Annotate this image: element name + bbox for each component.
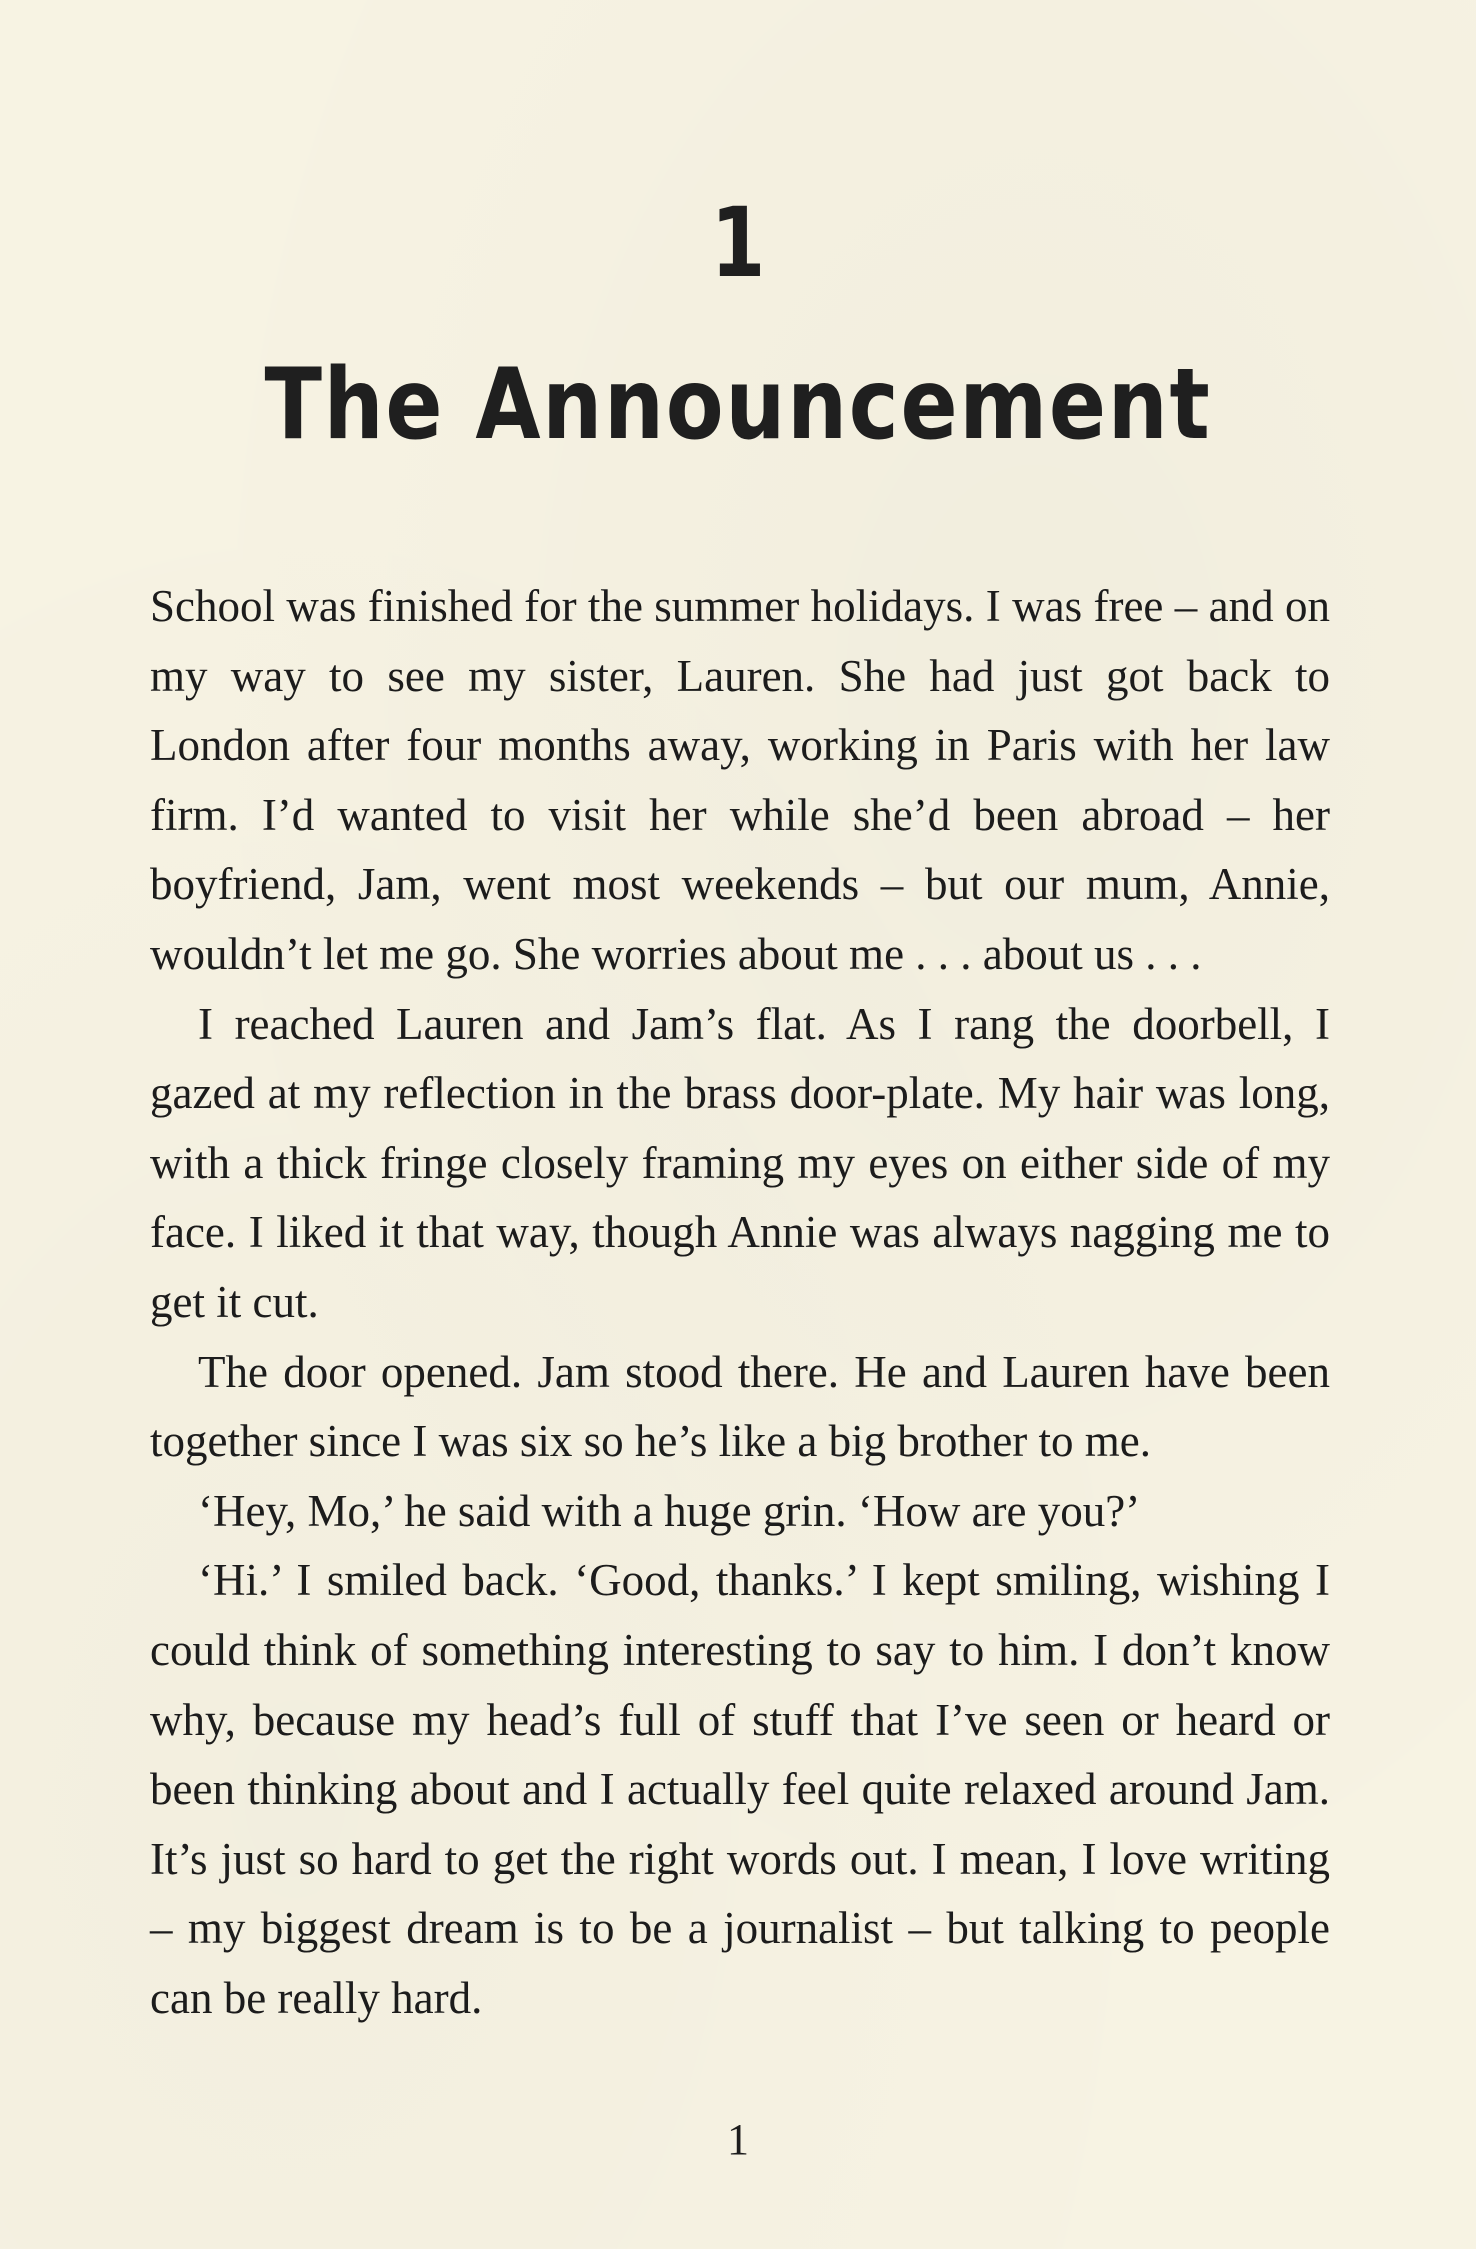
chapter-body: [150, 572, 1330, 2033]
page-number: 1: [727, 2115, 749, 2164]
paragraph: ‘Hi.’ I smiled back. ‘Good, thanks.’ I kept smiling, wishing I could think of something interesting to say to him. I don’t know why, because my head’s full of stuff that I’ve seen or heard or been thinking about and I actually feel quite relaxed around Jam. It’s just so hard to get the right words out. I mean, I love writing – my biggest dream is to be a journalist – but talking to people can be really hard.: [150, 1555, 1330, 2023]
paragraph: I reached Lauren and Jam’s flat. As I rang the doorbell, I gazed at my reflection in the brass door-plate. My hair was long, with a thick fringe closely framing my eyes on either side of my face. I liked it that way, though Annie was always nagging me to get it cut.: [150, 998, 1330, 1327]
paragraph: The door opened. Jam stood there. He and Lauren have been together since I was six so he’s like a big brother to me.: [150, 1346, 1330, 1467]
chapter-number: 1: [710, 187, 766, 299]
paragraph: ‘Hey, Mo,’ he said with a huge grin. ‘How are you?’: [198, 1485, 1141, 1536]
paragraph: School was finished for the summer holidays. I was free – and on my way to see my sister, Lauren. She had just got back to London after four months away, working in Paris with her law firm. I’d wanted to visit her while she’d been abroad – her boyfriend, Jam, went most weekends – but our mum, Annie, wouldn’t let me go. She worries about me . . . about us . . .: [150, 581, 1330, 979]
chapter-title: The Announcement: [264, 348, 1212, 462]
